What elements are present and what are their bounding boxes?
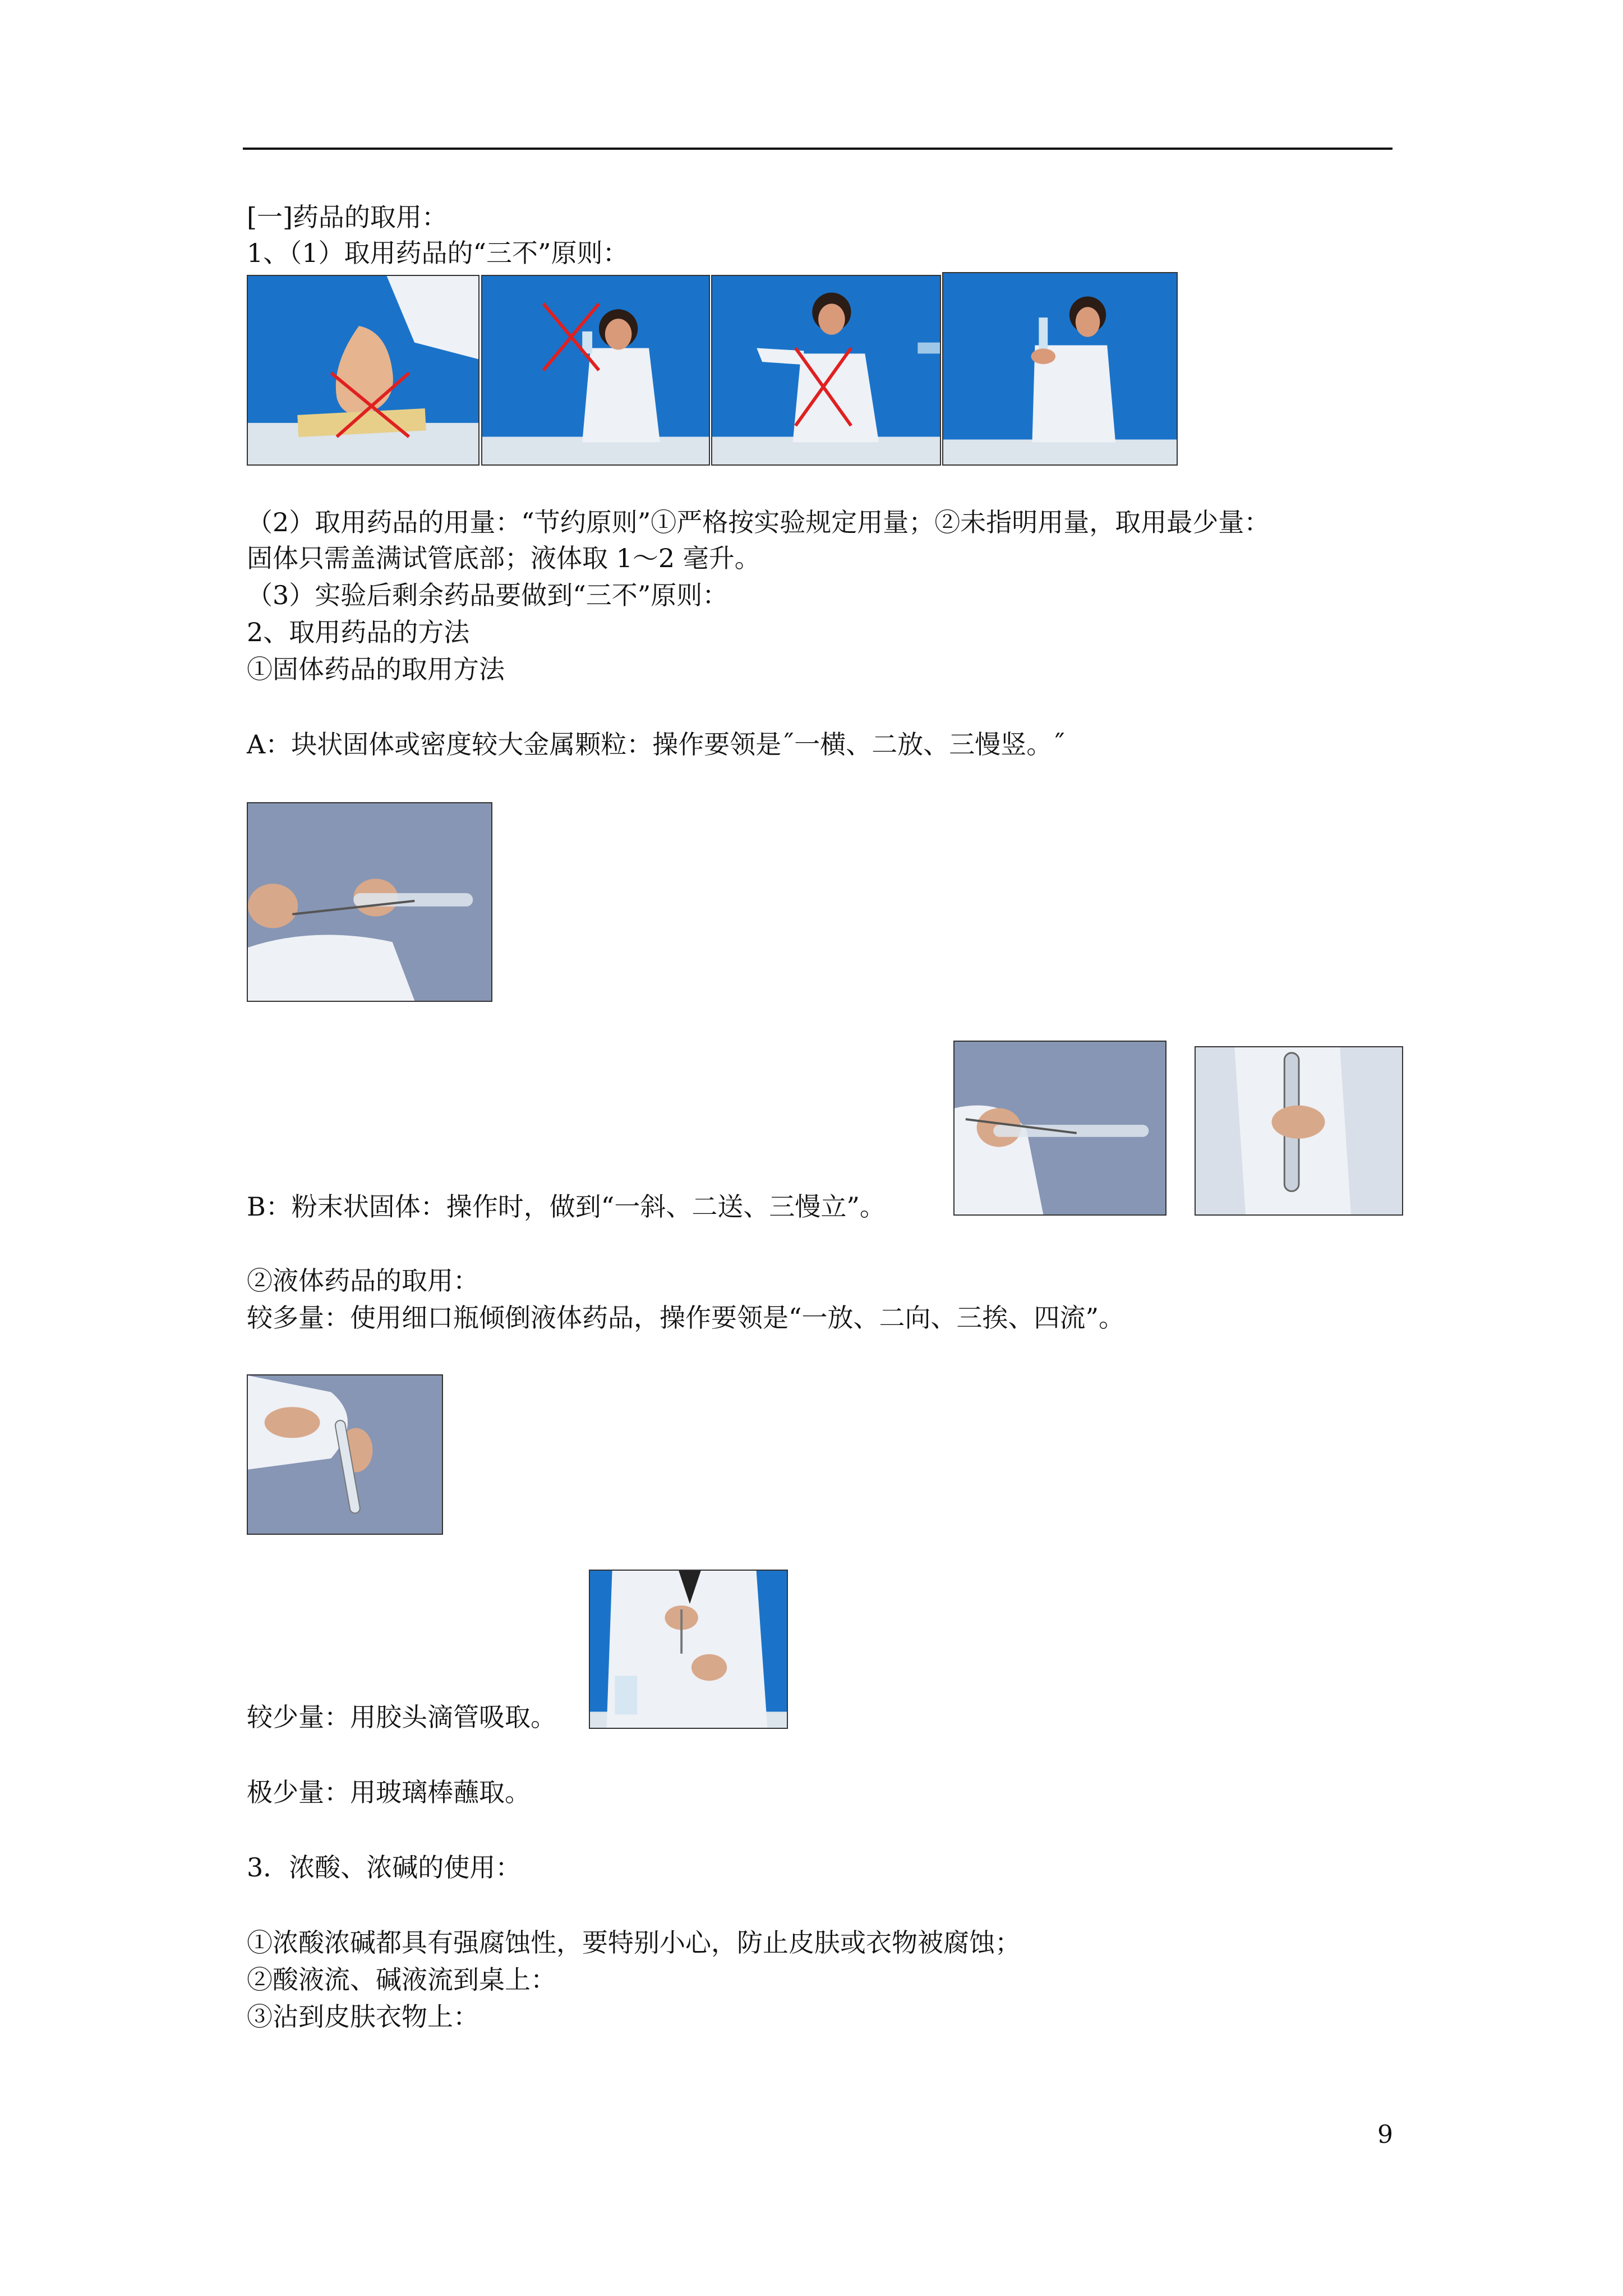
solid-b-text: B：粉末状固体：操作时，做到“一斜、二送、三慢立”。 <box>247 1191 886 1222</box>
photo-pouring-liquid <box>247 1374 443 1535</box>
liquid-tiny-text: 极少量：用玻璃棒蘸取。 <box>247 1777 531 1807</box>
liquid-heading: ②液体药品的取用： <box>247 1266 479 1296</box>
solid-heading: ①固体药品的取用方法 <box>247 654 505 684</box>
section-title: [一]药品的取用： <box>247 202 448 232</box>
item3-line1: ①浓酸浓碱都具有强腐蚀性，要特别小心，防止皮肤或衣物被腐蚀； <box>247 1927 1021 1958</box>
photo-tweezers-test-tube <box>247 802 492 1002</box>
photo-touch-with-hand <box>247 275 479 466</box>
item2-heading: 2、取用药品的方法 <box>247 617 470 647</box>
photo-dropper <box>589 1570 788 1729</box>
photo-smell-directly <box>481 275 710 466</box>
item3-line2: ②酸液流、碱液流到桌上： <box>247 1964 556 1995</box>
photo-tube-upright <box>1195 1046 1403 1216</box>
header-rule <box>243 148 1393 150</box>
item1-p2-line1: （2）取用药品的用量：“节约原则”①严格按实验规定用量；②未指明用量，取用最少量： <box>247 507 1270 537</box>
item3-line3: ③沾到皮肤衣物上： <box>247 2001 479 2032</box>
liquid-large-text: 较多量：使用细口瓶倾倒液体药品，操作要领是“一放、二向、三挨、四流”。 <box>247 1303 1125 1333</box>
photo-taste-chemical <box>711 275 941 466</box>
liquid-small-text: 较少量：用胶头滴管吸取。 <box>247 1702 556 1732</box>
photo-paper-trough-slant <box>953 1041 1166 1216</box>
page-number: 9 <box>1377 2120 1393 2149</box>
solid-a-text: A：块状固体或密度较大金属颗粒：操作要领是˝一横、二放、三慢竖。˝ <box>247 729 1066 760</box>
item1-heading: 1、（1）取用药品的“三不”原则： <box>247 238 629 268</box>
item1-p3: （3）实验后剩余药品要做到“三不”原则： <box>247 580 728 610</box>
item1-p2-line2: 固体只需盖满试管底部；液体取 1～2 毫升。 <box>247 543 760 573</box>
photo-waft-to-smell <box>942 272 1178 466</box>
item3-heading: 3．浓酸、浓碱的使用： <box>247 1852 522 1883</box>
